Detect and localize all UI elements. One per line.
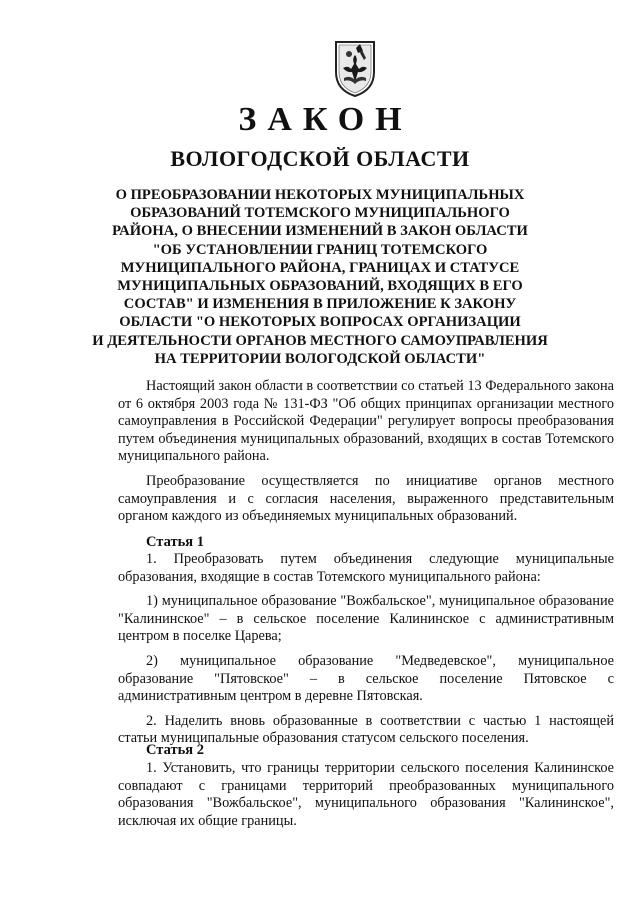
article-1-body — [118, 551, 614, 748]
law-title-line: СОСТАВ" И ИЗМЕНЕНИЯ В ПРИЛОЖЕНИЕ К ЗАКОНУ — [123, 296, 517, 313]
law-title-line: РАЙОНА, О ВНЕСЕНИИ ИЗМЕНЕНИЙ В ЗАКОН ОБЛАСТИ — [112, 223, 528, 240]
law-title-line: ОБЛАСТИ "О НЕКОТОРЫХ ВОПРОСАХ ОРГАНИЗАЦИИ — [119, 314, 521, 331]
article-2-paragraph: 1. Установить, что границы территории сельского поселения Калининское совпадают с границами территорий преобразованных муниципального образования "Вожбальское", муниципального образования "Калининское", исключая их общие границы. — [118, 760, 614, 829]
article-1-paragraph: 1. Преобразовать путем объединения следующие муниципальные образования, входящие в состав Тотемского муниципального района: — [118, 551, 614, 585]
law-title-line: "ОБ УСТАНОВЛЕНИИ ГРАНИЦ ТОТЕМСКОГО — [152, 241, 488, 258]
law-heading: ЗАКОН — [238, 101, 413, 138]
law-title — [0, 186, 640, 368]
law-title-line: О ПРЕОБРАЗОВАНИИ НЕКОТОРЫХ МУНИЦИПАЛЬНЫХ — [115, 187, 525, 203]
article-1-paragraph: 1) муниципальное образование "Вожбальское", муниципальное образование "Калининское" – в сельское поселение Калининское с административным центром в поселке Царева; — [118, 593, 614, 645]
article-1-paragraph: 2. Наделить вновь образованные в соответствии с частью 1 настоящей статьи муниципальные образования статусом сельского поселения. — [118, 712, 614, 747]
coat-of-arms-icon — [330, 38, 380, 98]
law-title-line: ОБРАЗОВАНИЙ ТОТЕМСКОГО МУНИЦИПАЛЬНОГО — [130, 205, 510, 222]
article-2-heading: Статья 2 — [146, 742, 204, 758]
preamble-paragraph: Преобразование осуществляется по инициативе органов местного самоуправления и с согласия населения, выраженного представительным органом каждого из объединяемых муниципальных образований. — [118, 472, 614, 525]
preamble-paragraph: Настоящий закон области в соответствии со статьей 13 Федерального закона от 6 октября 2003 года № 131-ФЗ "Об общих принципах организации местного самоуправления в Российской Федерации" регулирует вопросы преобразования путем объединения муниципальных образований, входящих в состав Тотемского муниципального района. — [118, 378, 614, 465]
article-2-body — [118, 760, 614, 830]
law-title-line: И ДЕЯТЕЛЬНОСТИ ОРГАНОВ МЕСТНОГО САМОУПРАВЛЕНИЯ — [92, 332, 548, 349]
preamble — [118, 378, 614, 526]
article-1-heading: Статья 1 — [146, 534, 204, 550]
article-1-paragraph: 2) муниципальное образование "Медведевское", муниципальное образование "Пятовское" – в сельское поселение Пятовское с административным центром в деревне Пятовская. — [118, 652, 614, 705]
region-heading: ВОЛОГОДСКОЙ ОБЛАСТИ — [170, 146, 470, 171]
law-title-line: НА ТЕРРИТОРИИ ВОЛОГОДСКОЙ ОБЛАСТИ" — [154, 350, 486, 367]
law-title-line: МУНИЦИПАЛЬНОГО РАЙОНА, ГРАНИЦАХ И СТАТУСЕ — [120, 259, 520, 276]
law-title-line: МУНИЦИПАЛЬНЫХ ОБРАЗОВАНИЙ, ВХОДЯЩИХ В ЕГО — [117, 278, 523, 295]
